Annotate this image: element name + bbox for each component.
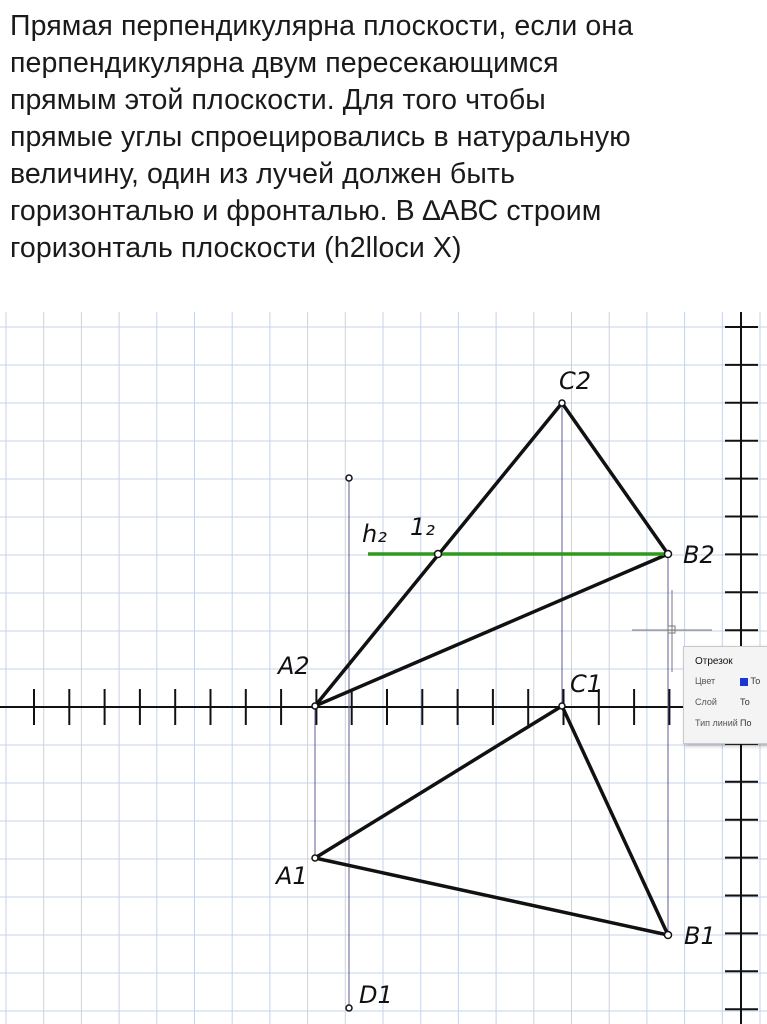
point-a2 [312,703,318,709]
label-b2: B2 [683,541,715,569]
text-line: величину, один из лучей должен быть [10,158,516,190]
text-line: Прямая перпендикулярна плоскости, если она [10,10,634,42]
text-line: прямым этой плоскости. Для того чтобы [10,84,546,116]
label-b1: B1 [684,922,716,950]
text-line: перпендикулярна двум пересекающимся [10,47,559,79]
label-h2: h₂ [362,520,387,548]
point-d1 [346,1005,352,1011]
properties-tooltip[interactable] [683,646,767,744]
color-swatch [740,678,748,686]
tooltip-linetype-value: По [740,718,752,728]
tooltip-title: Отрезок [695,656,733,667]
point-a1 [312,855,318,861]
x-axis-ticks [34,689,740,725]
label-c1: C1 [570,670,603,698]
tooltip-color-value: То [740,676,760,686]
point-b1 [665,932,672,939]
edge-a1-c1 [315,706,562,858]
label-a1: A1 [276,862,308,890]
point-c2 [559,400,565,406]
label-1-2: 1₂ [410,513,435,541]
edge-b2-a2 [315,554,668,706]
point-b2 [665,551,672,558]
grid [0,312,767,1024]
projection-lines [315,403,668,1008]
text-line: горизонталь плоскости (h2llоси Х) [10,232,462,264]
text-line: горизонталью и фронталью. В ∆АВС строим [10,195,602,227]
point-c1 [559,703,565,709]
tooltip-linetype-label: Тип линий [695,718,738,728]
label-c2: C2 [559,367,592,395]
point-h-top [346,475,352,481]
label-d1: D1 [359,981,393,1009]
point-1-2 [435,551,442,558]
tooltip-layer-label: Слой [695,697,717,707]
tooltip-layer-value: То [740,697,750,707]
tooltip-color-label: Цвет [695,676,716,686]
label-a2: A2 [278,652,310,680]
text-line: прямые углы спроецировались в натуральную [10,121,631,153]
